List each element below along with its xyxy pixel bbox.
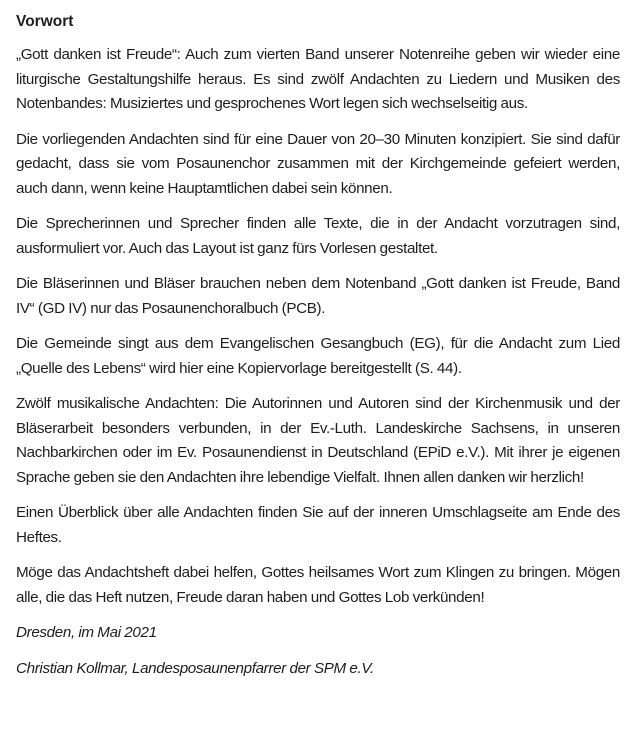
paragraph-overview: Einen Überblick über alle Andachten finden Sie auf der inneren Umschlagseite am Ende des Heftes. (16, 504, 620, 546)
page-title: Vorwort (16, 13, 74, 30)
signature: Christian Kollmar, Landesposaunenpfarrer der SPM e.V. (16, 659, 374, 677)
paragraph-authors: Zwölf musikalische Andachten: Die Autorinnen und Autoren sind der Kirchenmusik und der Bläserarbeit besonders verbunden, in der Ev.-Luth. Landeskirche Sachsens, in unseren Nachbarkirchen oder im Ev. Posaunendienst in Deutschland (EPiD e.V.). Mit ihrer je eigenen Sprache geben sie den Andachten ihre lebendige Vielfalt. Ihnen allen danken wir herzlich! (16, 395, 620, 486)
paragraph-brass-players: Die Bläserinnen und Bläser brauchen neben dem Notenband „Gott danken ist Freude, Band IV“ (GD IV) nur das Posaunenchoralbuch (PCB). (16, 275, 620, 317)
paragraph-intro: „Gott danken ist Freude“: Auch zum vierten Band unserer Notenreihe geben wir wieder eine liturgische Gestaltungshilfe heraus. Es sind zwölf Andachten zu Liedern und Musiken des Notenbandes: Musiziertes und gesprochenes Wort legen sich wechselseitig aus. (16, 46, 620, 112)
paragraph-blessing: Möge das Andachtsheft dabei helfen, Gottes heilsames Wort zum Klingen zu bringen. Mögen alle, die das Heft nutzen, Freude daran haben und Gottes Lob verkünden! (16, 564, 620, 606)
paragraph-speakers: Die Sprecherinnen und Sprecher finden alle Texte, die in der Andacht vorzutragen sind, ausformuliert vor. Auch das Layout ist ganz fürs Vorlesen gestaltet. (16, 215, 620, 257)
paragraph-congregation: Die Gemeinde singt aus dem Evangelischen Gesangbuch (EG), für die Andacht zum Lied „Quelle des Lebens“ wird hier eine Kopiervorlage bereitgestellt (S. 44). (16, 335, 620, 377)
place-date: Dresden, im Mai 2021 (16, 624, 157, 641)
paragraph-duration: Die vorliegenden Andachten sind für eine Dauer von 20–30 Minuten konzipiert. Sie sind dafür gedacht, dass sie vom Posaunenchor zusammen mit der Kirchgemeinde gefeiert werden, auch dann, wenn keine Hauptamtlichen dabei sein können. (16, 130, 620, 197)
